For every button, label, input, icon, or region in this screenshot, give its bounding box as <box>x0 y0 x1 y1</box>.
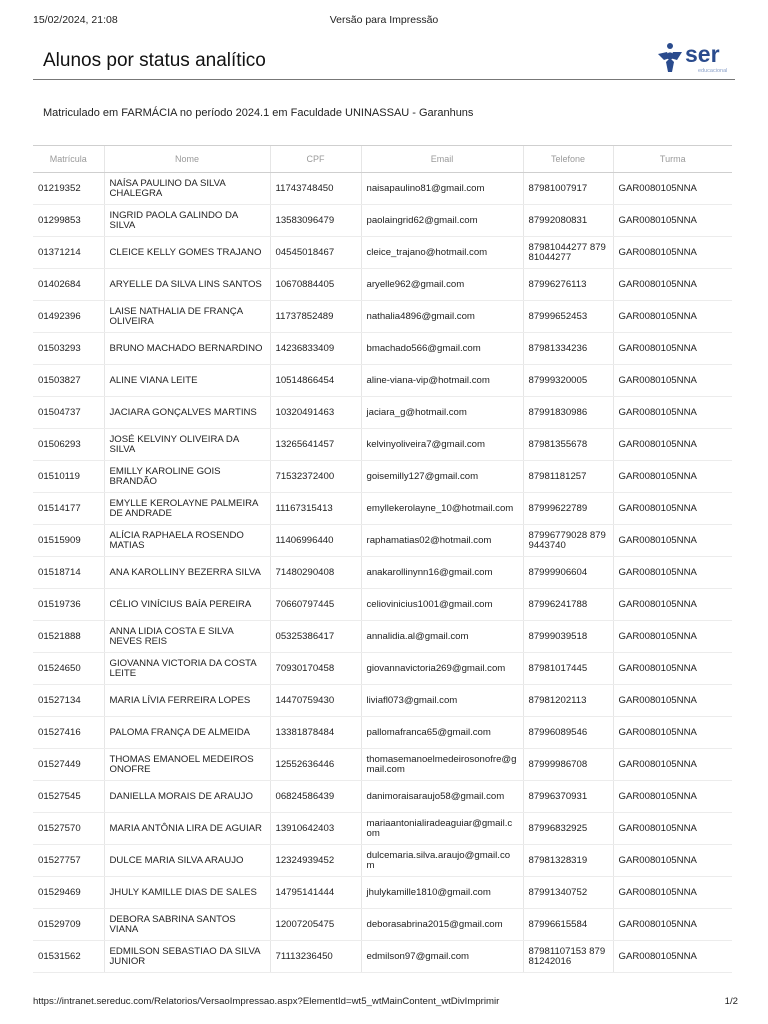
logo-subtext: educacional <box>698 68 728 74</box>
cell-cpf: 04545018467 <box>270 237 361 269</box>
cell-nome: NAÍSA PAULINO DA SILVA CHALEGRA <box>104 173 270 205</box>
table-row <box>33 877 732 909</box>
table-row <box>33 941 732 973</box>
cell-nome: DEBORA SABRINA SANTOS VIANA <box>104 909 270 941</box>
cell-turma: GAR0080105NNA <box>613 397 732 429</box>
cell-email: paolaingrid62@gmail.com <box>361 205 523 237</box>
cell-telefone: 87999320005 <box>523 365 613 397</box>
cell-email: edmilson97@gmail.com <box>361 941 523 973</box>
cell-turma: GAR0080105NNA <box>613 717 732 749</box>
cell-telefone: 87981181257 <box>523 461 613 493</box>
column-header-telefone: Telefone <box>523 146 613 173</box>
cell-telefone: 87996241788 <box>523 589 613 621</box>
cell-email: jhulykamille1810@gmail.com <box>361 877 523 909</box>
cell-email: aryelle962@gmail.com <box>361 269 523 301</box>
cell-cpf: 71532372400 <box>270 461 361 493</box>
report-title: Alunos por status analítico <box>43 50 266 71</box>
table-row <box>33 621 732 653</box>
table-row <box>33 845 732 877</box>
cell-turma: GAR0080105NNA <box>613 557 732 589</box>
table-row <box>33 493 732 525</box>
table-row <box>33 333 732 365</box>
cell-email: emyllekerolayne_10@hotmail.com <box>361 493 523 525</box>
cell-nome: EMILLY KAROLINE GOIS BRANDÃO <box>104 461 270 493</box>
cell-email: nathalia4896@gmail.com <box>361 301 523 333</box>
cell-telefone: 87999652453 <box>523 301 613 333</box>
cell-matricula: 01503827 <box>33 365 104 397</box>
cell-email: pallomafranca65@gmail.com <box>361 717 523 749</box>
cell-turma: GAR0080105NNA <box>613 237 732 269</box>
table-row <box>33 269 732 301</box>
print-header <box>33 14 735 30</box>
cell-nome: EMYLLE KEROLAYNE PALMEIRA DE ANDRADE <box>104 493 270 525</box>
cell-turma: GAR0080105NNA <box>613 333 732 365</box>
cell-cpf: 70930170458 <box>270 653 361 685</box>
table-row <box>33 429 732 461</box>
cell-matricula: 01510119 <box>33 461 104 493</box>
students-table-container <box>33 145 732 988</box>
table-row <box>33 397 732 429</box>
cell-telefone: 87999906604 <box>523 557 613 589</box>
cell-turma: GAR0080105NNA <box>613 493 732 525</box>
cell-email: celiovinicius1001@gmail.com <box>361 589 523 621</box>
cell-turma: GAR0080105NNA <box>613 877 732 909</box>
cell-telefone: 87999986708 <box>523 749 613 781</box>
cell-matricula: 01527134 <box>33 685 104 717</box>
cell-telefone: 87991830986 <box>523 397 613 429</box>
cell-telefone: 87981355678 <box>523 429 613 461</box>
cell-email: anakarollinynn16@gmail.com <box>361 557 523 589</box>
cell-email: dulcemaria.silva.araujo@gmail.com <box>361 845 523 877</box>
cell-matricula: 01527545 <box>33 781 104 813</box>
cell-telefone: 87991340752 <box>523 877 613 909</box>
table-header <box>33 146 732 173</box>
cell-matricula: 01527416 <box>33 717 104 749</box>
cell-telefone: 87996832925 <box>523 813 613 845</box>
students-table <box>33 145 732 973</box>
print-datetime: 15/02/2024, 21:08 <box>33 14 118 26</box>
cell-telefone: 87999622789 <box>523 493 613 525</box>
cell-telefone: 87996276113 <box>523 269 613 301</box>
cell-nome: ARYELLE DA SILVA LINS SANTOS <box>104 269 270 301</box>
table-row <box>33 749 732 781</box>
cell-email: naisapaulino81@gmail.com <box>361 173 523 205</box>
cell-nome: EDMILSON SEBASTIAO DA SILVA JUNIOR <box>104 941 270 973</box>
cell-email: cleice_trajano@hotmail.com <box>361 237 523 269</box>
cell-cpf: 71113236450 <box>270 941 361 973</box>
table-row <box>33 237 732 269</box>
header-divider <box>33 79 735 80</box>
cell-cpf: 10320491463 <box>270 397 361 429</box>
cell-telefone: 87981007917 <box>523 173 613 205</box>
table-row <box>33 909 732 941</box>
cell-turma: GAR0080105NNA <box>613 429 732 461</box>
table-row <box>33 173 732 205</box>
cell-turma: GAR0080105NNA <box>613 653 732 685</box>
cell-nome: JACIARA GONÇALVES MARTINS <box>104 397 270 429</box>
cell-matricula: 01531562 <box>33 941 104 973</box>
cell-turma: GAR0080105NNA <box>613 269 732 301</box>
cell-cpf: 13583096479 <box>270 205 361 237</box>
print-footer <box>33 996 738 1010</box>
cell-cpf: 14795141444 <box>270 877 361 909</box>
cell-nome: JHULY KAMILLE DIAS DE SALES <box>104 877 270 909</box>
cell-matricula: 01506293 <box>33 429 104 461</box>
column-header-nome: Nome <box>104 146 270 173</box>
cell-turma: GAR0080105NNA <box>613 301 732 333</box>
table-row <box>33 589 732 621</box>
cell-matricula: 01521888 <box>33 621 104 653</box>
ser-logo-icon <box>656 40 734 76</box>
table-row <box>33 813 732 845</box>
cell-matricula: 01515909 <box>33 525 104 557</box>
table-body <box>33 173 732 973</box>
cell-turma: GAR0080105NNA <box>613 685 732 717</box>
cell-telefone: 87981107153 87981242016 <box>523 941 613 973</box>
cell-telefone: 87992080831 <box>523 205 613 237</box>
table-row <box>33 461 732 493</box>
cell-matricula: 01514177 <box>33 493 104 525</box>
cell-turma: GAR0080105NNA <box>613 621 732 653</box>
cell-email: mariaantonialiradeaguiar@gmail.com <box>361 813 523 845</box>
cell-email: deborasabrina2015@gmail.com <box>361 909 523 941</box>
cell-nome: INGRID PAOLA GALINDO DA SILVA <box>104 205 270 237</box>
cell-cpf: 11743748450 <box>270 173 361 205</box>
cell-turma: GAR0080105NNA <box>613 941 732 973</box>
cell-matricula: 01527449 <box>33 749 104 781</box>
cell-telefone: 87996779028 8799443740 <box>523 525 613 557</box>
cell-nome: DULCE MARIA SILVA ARAUJO <box>104 845 270 877</box>
cell-matricula: 01492396 <box>33 301 104 333</box>
cell-telefone: 87981328319 <box>523 845 613 877</box>
column-header-email: Email <box>361 146 523 173</box>
cell-email: jaciara_g@hotmail.com <box>361 397 523 429</box>
cell-cpf: 12007205475 <box>270 909 361 941</box>
cell-email: giovannavictoria269@gmail.com <box>361 653 523 685</box>
table-row <box>33 781 732 813</box>
cell-email: danimoraisaraujo58@gmail.com <box>361 781 523 813</box>
cell-matricula: 01529709 <box>33 909 104 941</box>
cell-matricula: 01402684 <box>33 269 104 301</box>
cell-email: goisemilly127@gmail.com <box>361 461 523 493</box>
cell-cpf: 13265641457 <box>270 429 361 461</box>
cell-email: thomasemanoelmedeirosonofre@gmail.com <box>361 749 523 781</box>
cell-telefone: 87996615584 <box>523 909 613 941</box>
cell-email: raphamatias02@hotmail.com <box>361 525 523 557</box>
cell-nome: JOSÉ KELVINY OLIVEIRA DA SILVA <box>104 429 270 461</box>
cell-cpf: 06824586439 <box>270 781 361 813</box>
table-row <box>33 717 732 749</box>
column-header-cpf: CPF <box>270 146 361 173</box>
cell-email: liviafl073@gmail.com <box>361 685 523 717</box>
cell-matricula: 01503293 <box>33 333 104 365</box>
cell-email: kelvinyoliveira7@gmail.com <box>361 429 523 461</box>
ser-educacional-logo <box>656 40 734 76</box>
cell-matricula: 01504737 <box>33 397 104 429</box>
cell-nome: PALOMA FRANÇA DE ALMEIDA <box>104 717 270 749</box>
logo-wordmark: ser <box>685 41 720 67</box>
cell-telefone: 87996370931 <box>523 781 613 813</box>
cell-turma: GAR0080105NNA <box>613 173 732 205</box>
cell-turma: GAR0080105NNA <box>613 781 732 813</box>
cell-telefone: 87981017445 <box>523 653 613 685</box>
cell-cpf: 13381878484 <box>270 717 361 749</box>
cell-cpf: 12324939452 <box>270 845 361 877</box>
cell-cpf: 10514866454 <box>270 365 361 397</box>
cell-telefone: 87981334236 <box>523 333 613 365</box>
table-row <box>33 653 732 685</box>
cell-nome: MARIA ANTÔNIA LIRA DE AGUIAR <box>104 813 270 845</box>
cell-matricula: 01527570 <box>33 813 104 845</box>
cell-telefone: 87981202113 <box>523 685 613 717</box>
cell-turma: GAR0080105NNA <box>613 461 732 493</box>
table-row <box>33 525 732 557</box>
cell-nome: DANIELLA MORAIS DE ARAUJO <box>104 781 270 813</box>
cell-email: bmachado566@gmail.com <box>361 333 523 365</box>
table-row <box>33 301 732 333</box>
cell-nome: GIOVANNA VICTORIA DA COSTA LEITE <box>104 653 270 685</box>
cell-matricula: 01371214 <box>33 237 104 269</box>
report-subtitle: Matriculado em FARMÁCIA no período 2024.1 em Faculdade UNINASSAU - Garanhuns <box>43 107 474 119</box>
table-row <box>33 205 732 237</box>
cell-matricula: 01524650 <box>33 653 104 685</box>
cell-email: aline-viana-vip@hotmail.com <box>361 365 523 397</box>
cell-nome: ALÍCIA RAPHAELA ROSENDO MATIAS <box>104 525 270 557</box>
cell-nome: ANA KAROLLINY BEZERRA SILVA <box>104 557 270 589</box>
cell-telefone: 87999039518 <box>523 621 613 653</box>
page-number: 1/2 <box>724 996 738 1007</box>
cell-turma: GAR0080105NNA <box>613 909 732 941</box>
cell-cpf: 12552636446 <box>270 749 361 781</box>
cell-telefone: 87996089546 <box>523 717 613 749</box>
cell-cpf: 11167315413 <box>270 493 361 525</box>
cell-nome: LAISE NATHALIA DE FRANÇA OLIVEIRA <box>104 301 270 333</box>
cell-nome: BRUNO MACHADO BERNARDINO <box>104 333 270 365</box>
cell-turma: GAR0080105NNA <box>613 749 732 781</box>
cell-nome: MARIA LÍVIA FERREIRA LOPES <box>104 685 270 717</box>
cell-nome: ANNA LIDIA COSTA E SILVA NEVES REIS <box>104 621 270 653</box>
cell-cpf: 05325386417 <box>270 621 361 653</box>
cell-cpf: 13910642403 <box>270 813 361 845</box>
cell-matricula: 01529469 <box>33 877 104 909</box>
cell-nome: CÉLIO VINÍCIUS BAÍA PEREIRA <box>104 589 270 621</box>
cell-turma: GAR0080105NNA <box>613 845 732 877</box>
cell-cpf: 11406996440 <box>270 525 361 557</box>
cell-email: annalidia.al@gmail.com <box>361 621 523 653</box>
cell-cpf: 10670884405 <box>270 269 361 301</box>
cell-turma: GAR0080105NNA <box>613 813 732 845</box>
cell-matricula: 01299853 <box>33 205 104 237</box>
cell-nome: ALINE VIANA LEITE <box>104 365 270 397</box>
cell-cpf: 71480290408 <box>270 557 361 589</box>
cell-nome: THOMAS EMANOEL MEDEIROS ONOFRE <box>104 749 270 781</box>
cell-telefone: 87981044277 87981044277 <box>523 237 613 269</box>
print-title: Versão para Impressão <box>329 14 439 26</box>
cell-turma: GAR0080105NNA <box>613 525 732 557</box>
cell-cpf: 11737852489 <box>270 301 361 333</box>
cell-cpf: 70660797445 <box>270 589 361 621</box>
cell-turma: GAR0080105NNA <box>613 589 732 621</box>
column-header-matricula: Matrícula <box>33 146 104 173</box>
cell-nome: CLEICE KELLY GOMES TRAJANO <box>104 237 270 269</box>
cell-matricula: 01519736 <box>33 589 104 621</box>
cell-matricula: 01527757 <box>33 845 104 877</box>
cell-cpf: 14470759430 <box>270 685 361 717</box>
table-row <box>33 557 732 589</box>
table-row <box>33 685 732 717</box>
cell-matricula: 01219352 <box>33 173 104 205</box>
column-header-turma: Turma <box>613 146 732 173</box>
cell-cpf: 14236833409 <box>270 333 361 365</box>
table-row <box>33 365 732 397</box>
print-url: https://intranet.sereduc.com/Relatorios/VersaoImpressao.aspx?ElementId=wt5_wtMainContent_wtDivImprimir <box>33 996 500 1007</box>
cell-turma: GAR0080105NNA <box>613 365 732 397</box>
cell-turma: GAR0080105NNA <box>613 205 732 237</box>
cell-matricula: 01518714 <box>33 557 104 589</box>
